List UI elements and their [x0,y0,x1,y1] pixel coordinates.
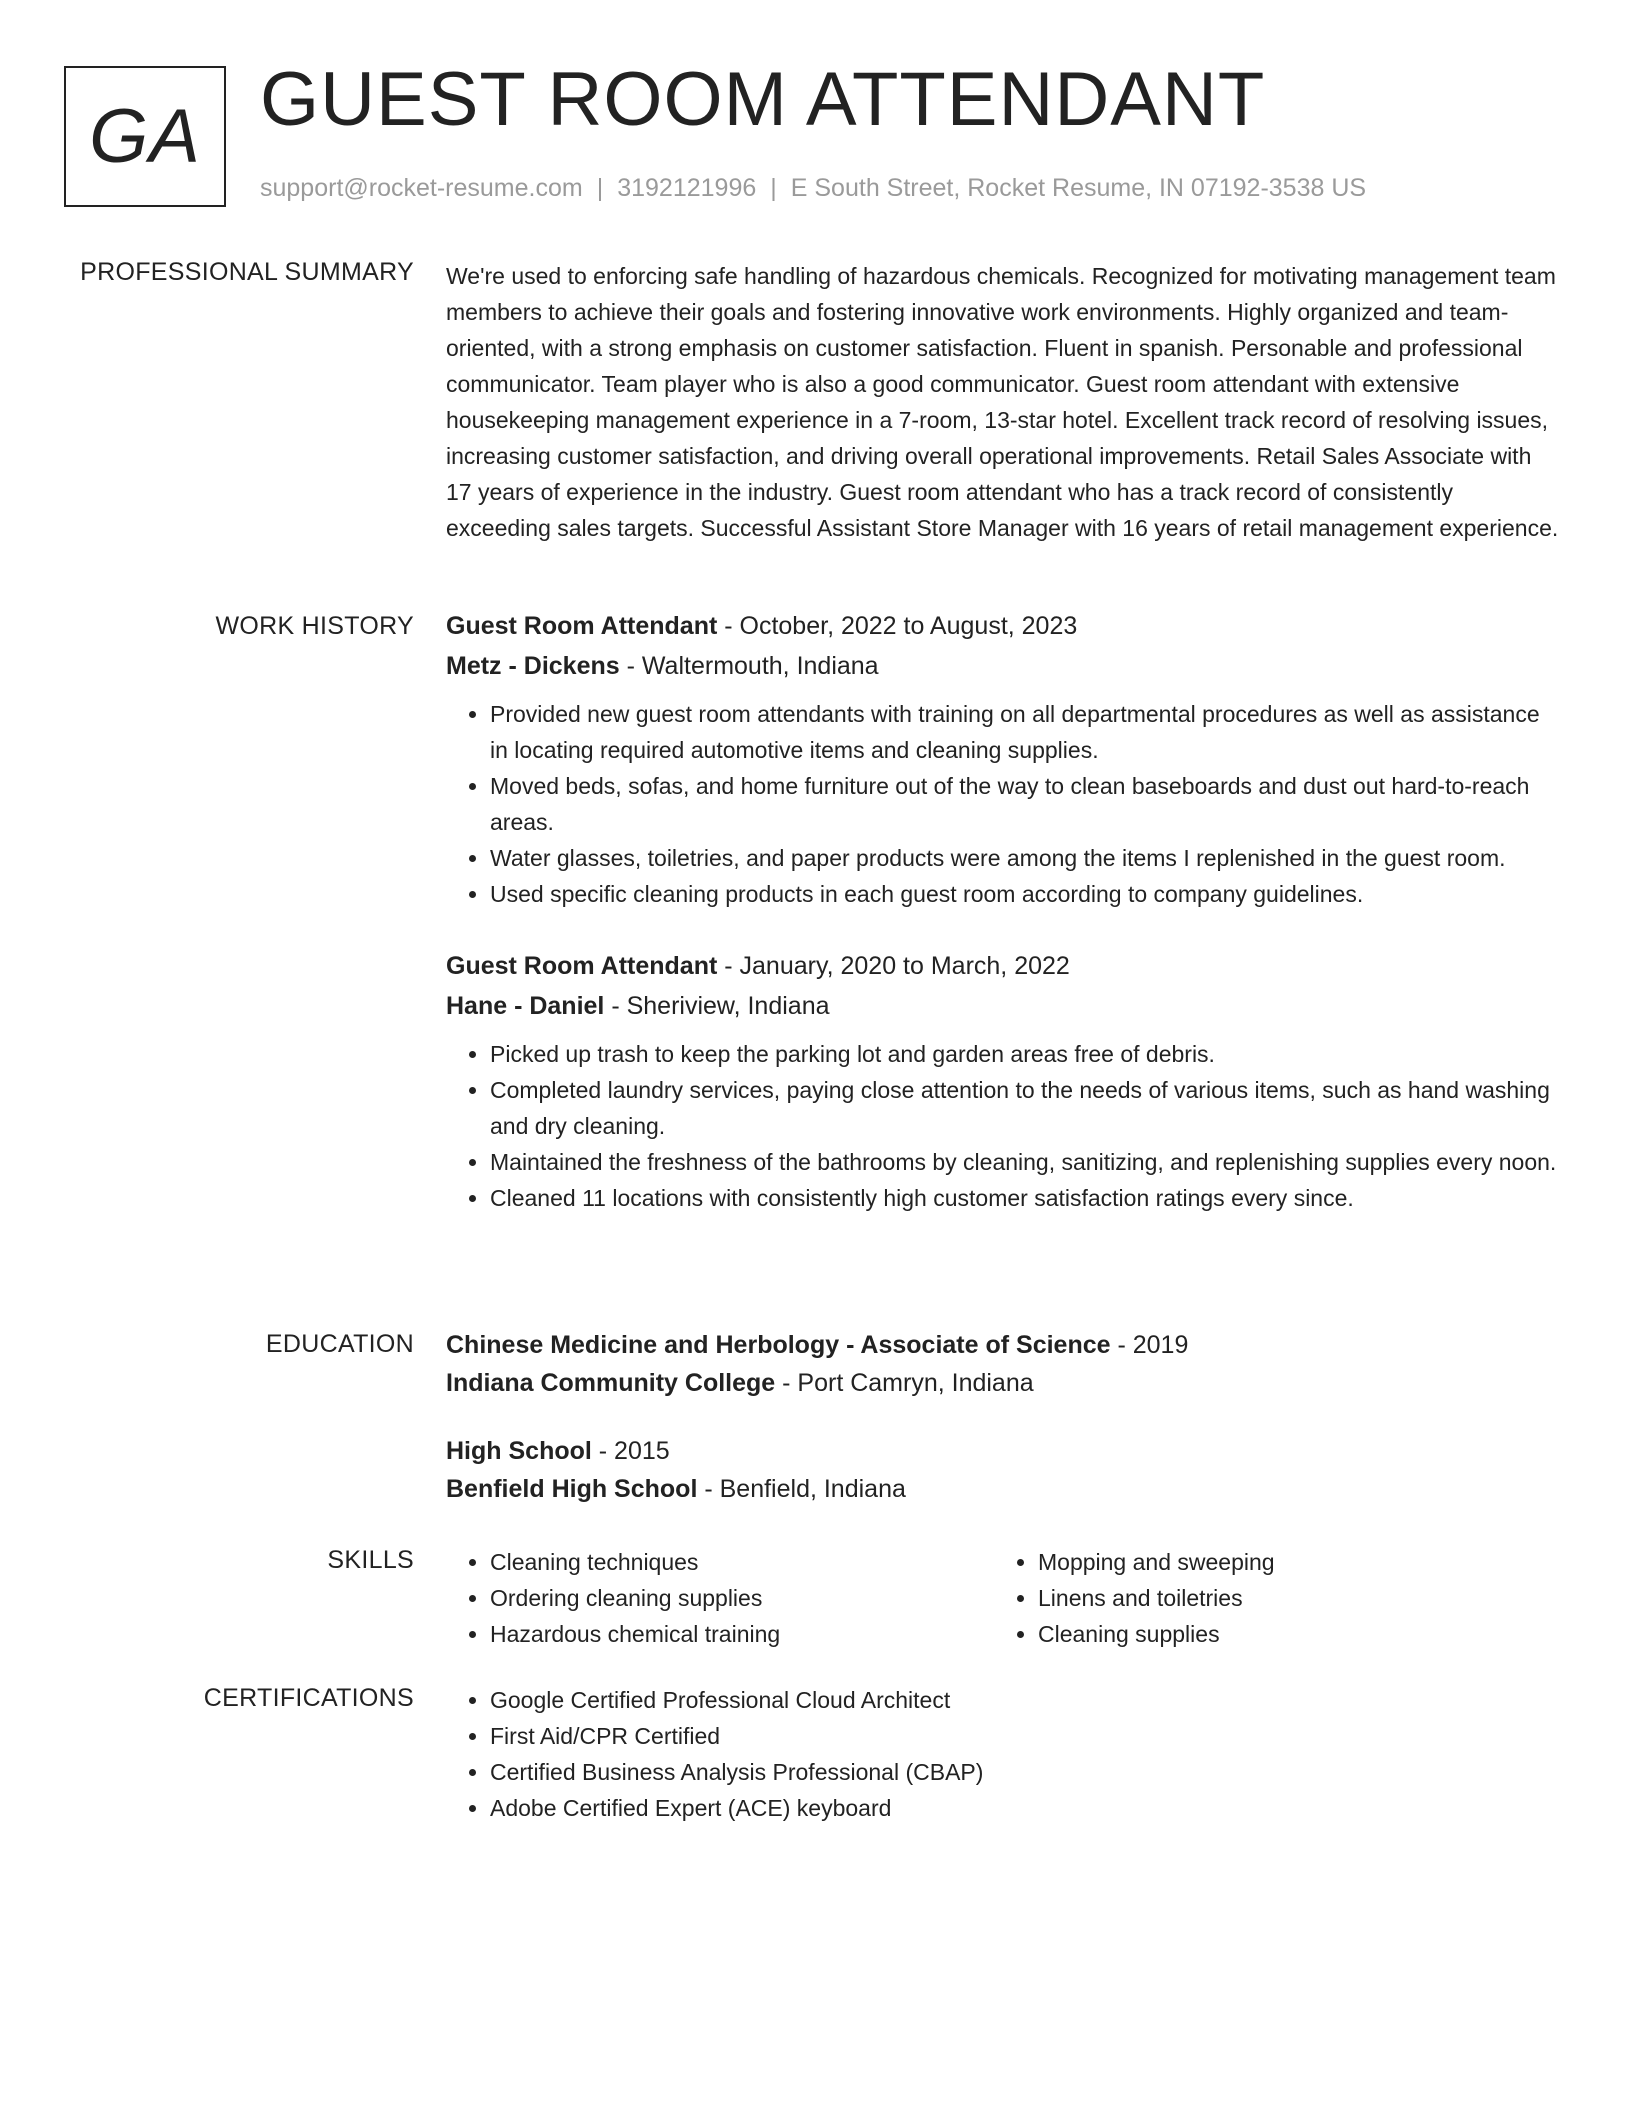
list-item: • Water glasses, toiletries, and paper products were among the items I replenished in the guest room. [490,840,1560,876]
list-item: • Adobe Certified Expert (ACE) keyboard [490,1790,1560,1826]
skills-heading: SKILLS [327,1546,414,1574]
job-role: Guest Room Attendant [446,952,718,980]
list-item: • Provided new guest room attendants with training on all departmental procedures as well as assistance in locating required automotive items and cleaning supplies. [490,696,1560,768]
skills-list [446,1544,994,1652]
job-duties-list [446,696,1560,912]
education-degree: High School [446,1437,592,1465]
summary-body [446,258,1560,546]
education-year: - 2019 [1110,1331,1189,1359]
education-entry [446,1326,1560,1402]
job-entry [446,946,1560,1216]
job-entry [446,606,1560,912]
skills-columns [446,1544,1560,1652]
list-item: • Cleaned 11 locations with consistently high customer satisfaction ratings every since. [490,1180,1560,1216]
education-degree-line [446,1326,1560,1364]
certifications-list [446,1682,1560,1826]
contact-address: E South Street, Rocket Resume, IN 07192-3538 US [790,174,1367,202]
resume-title: GUEST ROOM ATTENDANT [260,57,1266,142]
certifications-body [446,1682,1560,1826]
list-item: • Cleaning techniques [490,1544,994,1580]
skills-list [994,1544,1542,1652]
job-company: Hane - Daniel [446,992,605,1020]
job-location: - Waltermouth, Indiana [619,652,879,680]
skills-column-1 [446,1544,994,1652]
job-company: Metz - Dickens [446,652,620,680]
contact-separator: | [770,174,777,202]
list-item: • First Aid/CPR Certified [490,1718,1560,1754]
education-school: Benfield High School [446,1475,698,1503]
list-item: • Maintained the freshness of the bathrooms by cleaning, sanitizing, and replenishing supplies every noon. [490,1144,1560,1180]
job-duties-list [446,1036,1560,1216]
job-title-line [446,606,1560,646]
list-item: • Linens and toiletries [1038,1580,1542,1616]
skills-body [446,1544,1560,1652]
job-location: - Sheriview, Indiana [604,992,830,1020]
contact-separator: | [596,174,604,202]
skills-column-2 [994,1544,1542,1652]
work-history-body [446,606,1560,1250]
monogram-box [64,66,226,207]
summary-heading: PROFESSIONAL SUMMARY [80,258,414,286]
contact-email: support@rocket-resume.com [260,174,583,202]
education-school-line [446,1470,1560,1508]
job-title-line [446,946,1560,986]
list-item: • Completed laundry services, paying close attention to the needs of various items, such as hand washing and dry cleaning. [490,1072,1560,1144]
contact-line [260,174,1366,203]
list-item: • Used specific cleaning products in each guest room according to company guidelines. [490,876,1560,912]
education-entry [446,1432,1560,1508]
list-item: • Mopping and sweeping [1038,1544,1542,1580]
education-location: - Benfield, Indiana [697,1475,906,1503]
job-company-line [446,986,1560,1026]
work-history-heading: WORK HISTORY [215,612,414,640]
education-body [446,1326,1560,1538]
education-degree: Chinese Medicine and Herbology - Associate of Science [446,1331,1111,1359]
education-school: Indiana Community College [446,1369,776,1397]
job-role: Guest Room Attendant [446,612,718,640]
list-item: • Moved beds, sofas, and home furniture out of the way to clean baseboards and dust out hard-to-reach areas. [490,768,1560,840]
list-item: • Certified Business Analysis Professional (CBAP) [490,1754,1560,1790]
list-item: • Google Certified Professional Cloud Architect [490,1682,1560,1718]
list-item: • Picked up trash to keep the parking lot and garden areas free of debris. [490,1036,1560,1072]
job-company-line [446,646,1560,686]
certifications-heading: CERTIFICATIONS [203,1684,414,1712]
monogram-initials: GA [89,94,201,179]
summary-text: We're used to enforcing safe handling of hazardous chemicals. Recognized for motivating management team members to achieve their goals and fostering innovative work environments. Highly organized and team-oriented, with a strong emphasis on customer satisfaction. Fluent in spanish. Personable and professional communicator. Team player who is also a good communicator. Guest room attendant with extensive housekeeping management experience in a 7-room, 13-star hotel. Excellent track record of resolving issues, increasing customer satisfaction, and driving overall operational improvements. Retail Sales Associate with 17 years of experience in the industry. Guest room attendant who has a track record of consistently exceeding sales targets. Successful Assistant Store Manager with 16 years of retail management experience. [446,263,1559,541]
education-school-line [446,1364,1560,1402]
contact-phone: 3192121996 [617,174,757,202]
list-item: • Hazardous chemical training [490,1616,994,1652]
job-dates: - October, 2022 to August, 2023 [717,612,1078,640]
list-item: • Cleaning supplies [1038,1616,1542,1652]
education-year: - 2015 [591,1437,670,1465]
education-location: - Port Camryn, Indiana [775,1369,1034,1397]
list-item: • Ordering cleaning supplies [490,1580,994,1616]
education-heading: EDUCATION [265,1330,414,1358]
job-dates: - January, 2020 to March, 2022 [717,952,1070,980]
education-degree-line [446,1432,1560,1470]
